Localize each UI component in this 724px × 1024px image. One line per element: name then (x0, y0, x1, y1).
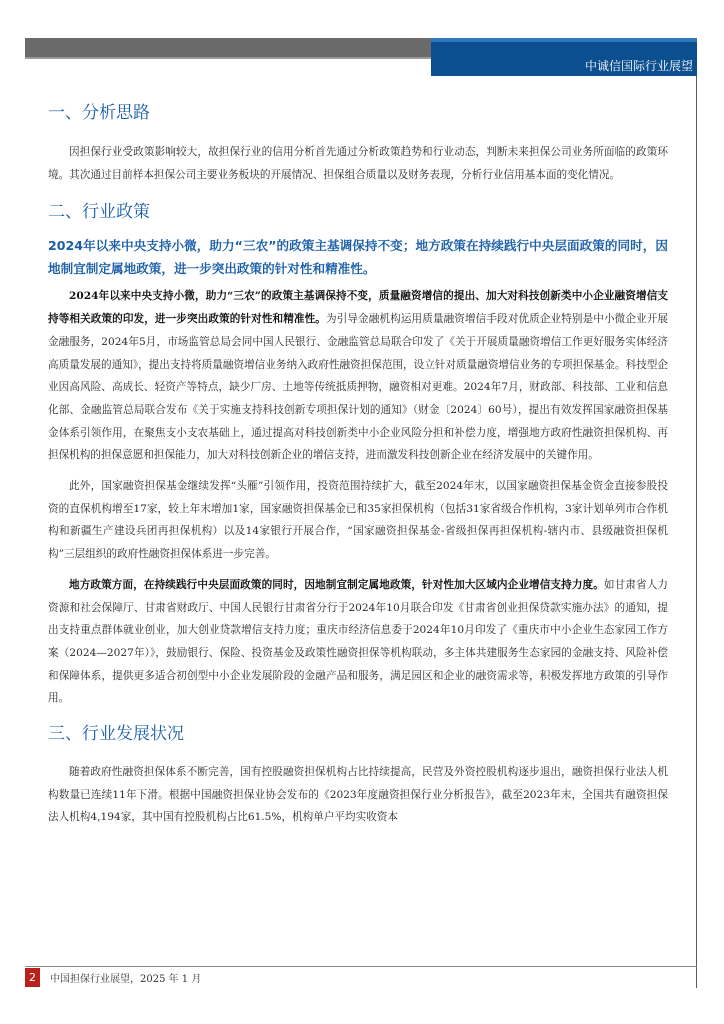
right-margin-rule (696, 76, 697, 988)
section-3-paragraph: 随着政府性融资担保体系不断完善，国有控股融资担保机构占比持续提高，民营及外资控股机构逐步退出，融资担保行业法人机构数量已连续11年下滑。根据中国融资担保业协会发布的《2023年度融资担保行业分析报告》，截至2023年末，全国共有融资担保法人机构4,194家，其中国有控股机构占比61.5%，机构单户平均实收资本 (48, 766, 668, 824)
section-2-paragraph-1-lead: 2024年以来中央支持小微，助力“三农”的政策主基调保持不变，质量融资增信的提出、加大对科技创新类中小企业融资增信支持等相关政策的印发，进一步突出政策的针对性和精准性。 (48, 290, 668, 326)
section-1-paragraph: 因担保行业受政策影响较大，故担保行业的信用分析首先通过分析政策趋势和行业动态，判断未来担保公司业务所面临的政策环境。其次通过目前样本担保公司主要业务板块的开展情况、担保组合质量以及财务表现，分析行业信用基本面的变化情况。 (48, 146, 668, 181)
section-2-paragraph-1 (48, 285, 668, 467)
footer-rule (25, 966, 697, 967)
header-brand-accent (431, 38, 697, 42)
section-2-heading: 二、行业政策 (48, 202, 150, 223)
section-2-paragraph-2: 此外，国家融资担保基金继续发挥“头雁”引领作用，投资范围持续扩大，截至2024年末，以国家融资担保基金资金直接参股投资的直保机构增至17家，较上年末增加1家，国家融资担保基金已和35家担保机构（包括31家省级合作机构，3家计划单列市合作机构和新疆生产建设兵团再担保机构）以及14家银行开展合作，“国家融资担保基金-省级担保再担保机构-辖内市、县级融资担保机构”三层组织的政府性融资担保体系进一步完善。 (48, 480, 668, 561)
header-title: 中诚信国际行业展望 (584, 59, 693, 73)
section-2-paragraph-3-lead: 地方政策方面，在持续践行中央层面政策的同时，因地制宜制定属地政策，针对性加大区域内企业增信支持力度。 (69, 578, 604, 591)
section-3-heading: 三、行业发展状况 (48, 724, 184, 745)
section-2-paragraph-3 (48, 574, 668, 710)
page-content (48, 98, 668, 829)
section-1-heading: 一、分析思路 (48, 103, 150, 123)
section-2-summary: 2024年以来中央支持小微，助力“三农”的政策主基调保持不变；地方政策在持续践行中央层面政策的同时，因地制宜制定属地政策，进一步突出政策的针对性和精准性。 (48, 238, 668, 276)
section-2-paragraph-1-body: 为引导金融机构运用质量融资增信手段对优质企业特别是中小微企业开展金融服务，2024年5月，市场监管总局会同中国人民银行、金融监管总局联合印发了《关于开展质量融资增信工作更好服务实体经济高质量发展的通知》，提出支持将质量融资增信业务纳入政府性融资担保范围，设立针对质量融资增信业务的专项担保基金。科技型企业因高风险、高成长、轻资产等特点，缺少厂房、土地等传统抵质押物，融资相对更难。2024年7月，财政部、科技部、工业和信息化部、金融监管总局联合发布《关于实施支持科技创新专项担保计划的通知》（财金〔2024〕60号），提出有效发挥国家融资担保基金体系引领作用，在聚焦支小支农基础上，通过提高对科技创新类中小企业风险分担和补偿力度，增强地方政府性融资担保机构、再担保机构的担保意愿和担保能力，加大对科技创新企业的增信支持，进而激发科技创新企业在经济发展中的关键作用。 (48, 313, 669, 462)
section-2-paragraph-3-body: 如甘肃省人力资源和社会保障厅、甘肃省财政厅、中国人民银行甘肃省分行于2024年10月联合印发《甘肃省创业担保贷款实施办法》的通知，提出支持重点群体就业创业，加大创业贷款增信支持力度；重庆市经济信息委于2024年10月印发了《重庆市中小企业生态家园工作方案（2024—2027年）》，鼓励银行、保险、投资基金及政策性融资担保等机构联动，多主体共建服务生态家园的金融支持、风险补偿和保障体系，提供更多适合初创型中小企业发展阶段的金融产品和服务，满足园区和企业的融资需求等，积极发挥地方政策的引导作用。 (48, 578, 669, 705)
page-number: 2 (25, 968, 40, 987)
footer-text: 中国担保行业展望，2025 年 1 月 (50, 974, 202, 985)
header-bar-underline (25, 57, 431, 59)
